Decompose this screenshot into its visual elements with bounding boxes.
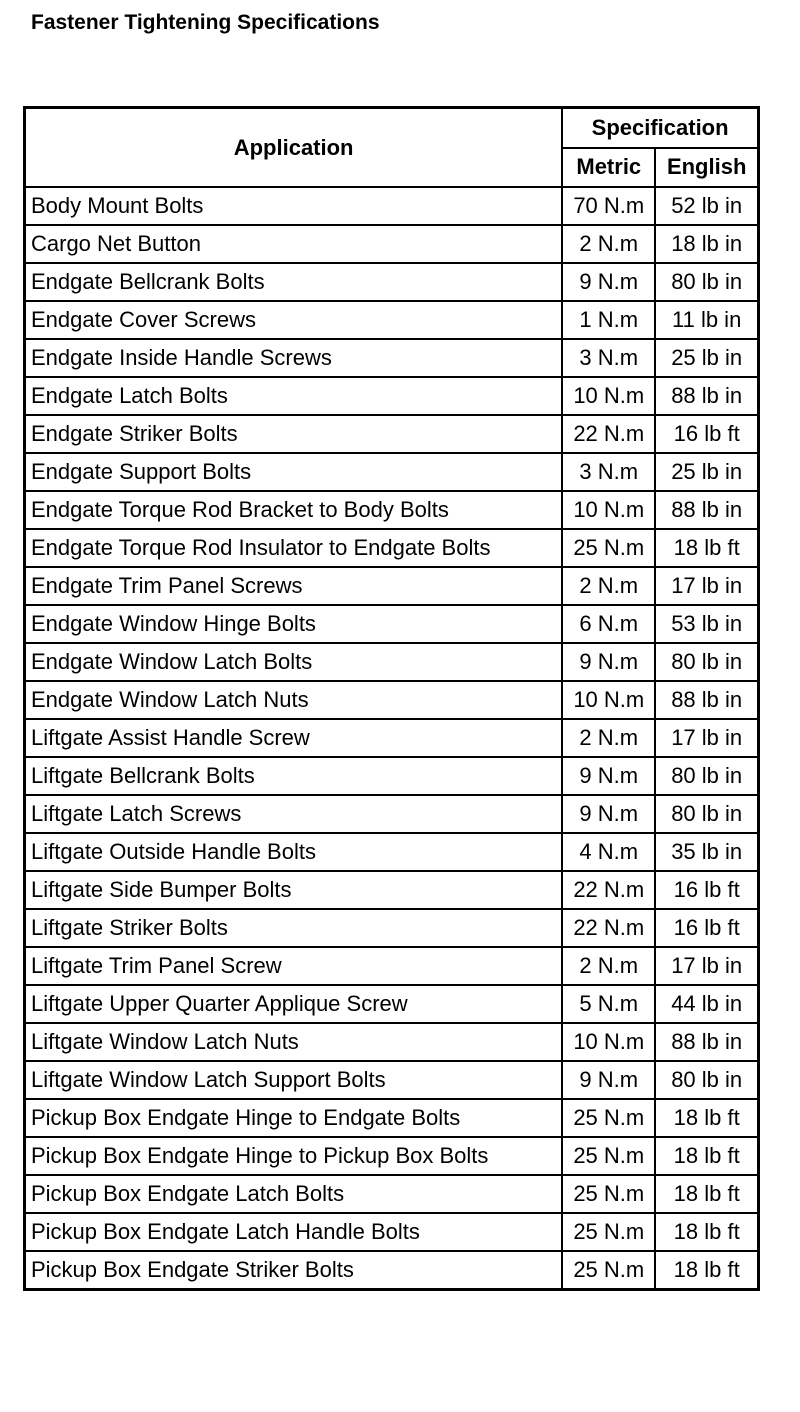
metric-cell: 3 N.m [562,339,655,377]
table-row [25,719,759,757]
metric-cell: 10 N.m [562,491,655,529]
table-row [25,491,759,529]
metric-cell: 25 N.m [562,1175,655,1213]
application-cell: Endgate Window Latch Bolts [25,643,563,681]
application-cell: Liftgate Latch Screws [25,795,563,833]
table-row [25,339,759,377]
metric-cell: 9 N.m [562,795,655,833]
table-row [25,757,759,795]
application-cell: Pickup Box Endgate Striker Bolts [25,1251,563,1290]
metric-cell: 25 N.m [562,1099,655,1137]
metric-cell: 70 N.m [562,187,655,225]
application-cell: Liftgate Assist Handle Screw [25,719,563,757]
application-cell: Endgate Trim Panel Screws [25,567,563,605]
application-cell: Endgate Inside Handle Screws [25,339,563,377]
application-cell: Pickup Box Endgate Hinge to Pickup Box Bolts [25,1137,563,1175]
table-row [25,985,759,1023]
metric-header: Metric [562,148,655,188]
table-row [25,529,759,567]
english-cell: 80 lb in [655,757,758,795]
table-row [25,415,759,453]
english-cell: 44 lb in [655,985,758,1023]
english-cell: 80 lb in [655,1061,758,1099]
application-cell: Endgate Window Latch Nuts [25,681,563,719]
table-body [25,187,759,1290]
table-header [25,108,759,188]
metric-cell: 9 N.m [562,757,655,795]
english-cell: 18 lb ft [655,1099,758,1137]
header-row-top [25,108,759,148]
table-row [25,605,759,643]
application-cell: Endgate Bellcrank Bolts [25,263,563,301]
english-cell: 88 lb in [655,681,758,719]
metric-cell: 5 N.m [562,985,655,1023]
table-row [25,1213,759,1251]
metric-cell: 25 N.m [562,1251,655,1290]
english-cell: 35 lb in [655,833,758,871]
metric-cell: 25 N.m [562,1137,655,1175]
english-cell: 88 lb in [655,1023,758,1061]
application-cell: Liftgate Trim Panel Screw [25,947,563,985]
english-cell: 18 lb ft [655,1251,758,1290]
metric-cell: 9 N.m [562,1061,655,1099]
application-cell: Endgate Torque Rod Bracket to Body Bolts [25,491,563,529]
metric-cell: 22 N.m [562,871,655,909]
english-cell: 18 lb in [655,225,758,263]
table-row [25,1251,759,1290]
application-cell: Liftgate Upper Quarter Applique Screw [25,985,563,1023]
application-cell: Liftgate Striker Bolts [25,909,563,947]
metric-cell: 4 N.m [562,833,655,871]
metric-cell: 6 N.m [562,605,655,643]
specification-header: Specification [562,108,758,148]
table-row [25,1175,759,1213]
table-row [25,643,759,681]
table-row [25,833,759,871]
english-cell: 17 lb in [655,947,758,985]
application-cell: Body Mount Bolts [25,187,563,225]
metric-cell: 2 N.m [562,947,655,985]
table-row [25,1023,759,1061]
metric-cell: 10 N.m [562,1023,655,1061]
application-cell: Liftgate Side Bumper Bolts [25,871,563,909]
table-row [25,187,759,225]
english-cell: 25 lb in [655,339,758,377]
english-cell: 16 lb ft [655,415,758,453]
table-row [25,871,759,909]
metric-cell: 2 N.m [562,225,655,263]
table-row [25,263,759,301]
english-cell: 17 lb in [655,567,758,605]
application-cell: Endgate Window Hinge Bolts [25,605,563,643]
application-cell: Cargo Net Button [25,225,563,263]
metric-cell: 9 N.m [562,263,655,301]
application-cell: Pickup Box Endgate Latch Bolts [25,1175,563,1213]
table-row [25,453,759,491]
application-cell: Liftgate Window Latch Nuts [25,1023,563,1061]
application-cell: Endgate Torque Rod Insulator to Endgate Bolts [25,529,563,567]
english-cell: 18 lb ft [655,1213,758,1251]
table-row [25,567,759,605]
application-cell: Endgate Support Bolts [25,453,563,491]
english-cell: 80 lb in [655,643,758,681]
english-cell: 25 lb in [655,453,758,491]
metric-cell: 2 N.m [562,567,655,605]
table-row [25,795,759,833]
fastener-spec-table [23,106,760,1291]
metric-cell: 1 N.m [562,301,655,339]
application-cell: Pickup Box Endgate Hinge to Endgate Bolts [25,1099,563,1137]
application-cell: Endgate Striker Bolts [25,415,563,453]
application-cell: Endgate Cover Screws [25,301,563,339]
application-cell: Liftgate Window Latch Support Bolts [25,1061,563,1099]
metric-cell: 25 N.m [562,1213,655,1251]
metric-cell: 25 N.m [562,529,655,567]
table-row [25,1061,759,1099]
application-cell: Endgate Latch Bolts [25,377,563,415]
application-cell: Pickup Box Endgate Latch Handle Bolts [25,1213,563,1251]
english-cell: 80 lb in [655,263,758,301]
application-cell: Liftgate Outside Handle Bolts [25,833,563,871]
table-row [25,909,759,947]
english-cell: 16 lb ft [655,871,758,909]
metric-cell: 22 N.m [562,415,655,453]
table-row [25,301,759,339]
page-title: Fastener Tightening Specifications [31,11,380,34]
english-cell: 88 lb in [655,491,758,529]
english-header: English [655,148,758,188]
metric-cell: 2 N.m [562,719,655,757]
english-cell: 16 lb ft [655,909,758,947]
application-cell: Liftgate Bellcrank Bolts [25,757,563,795]
metric-cell: 10 N.m [562,377,655,415]
english-cell: 18 lb ft [655,1175,758,1213]
metric-cell: 22 N.m [562,909,655,947]
english-cell: 80 lb in [655,795,758,833]
table-row [25,1099,759,1137]
english-cell: 11 lb in [655,301,758,339]
table-row [25,681,759,719]
english-cell: 88 lb in [655,377,758,415]
table-row [25,1137,759,1175]
english-cell: 18 lb ft [655,529,758,567]
table-row [25,377,759,415]
english-cell: 17 lb in [655,719,758,757]
table-row [25,225,759,263]
metric-cell: 3 N.m [562,453,655,491]
application-header: Application [25,108,563,188]
english-cell: 18 lb ft [655,1137,758,1175]
english-cell: 52 lb in [655,187,758,225]
metric-cell: 10 N.m [562,681,655,719]
english-cell: 53 lb in [655,605,758,643]
metric-cell: 9 N.m [562,643,655,681]
table-row [25,947,759,985]
